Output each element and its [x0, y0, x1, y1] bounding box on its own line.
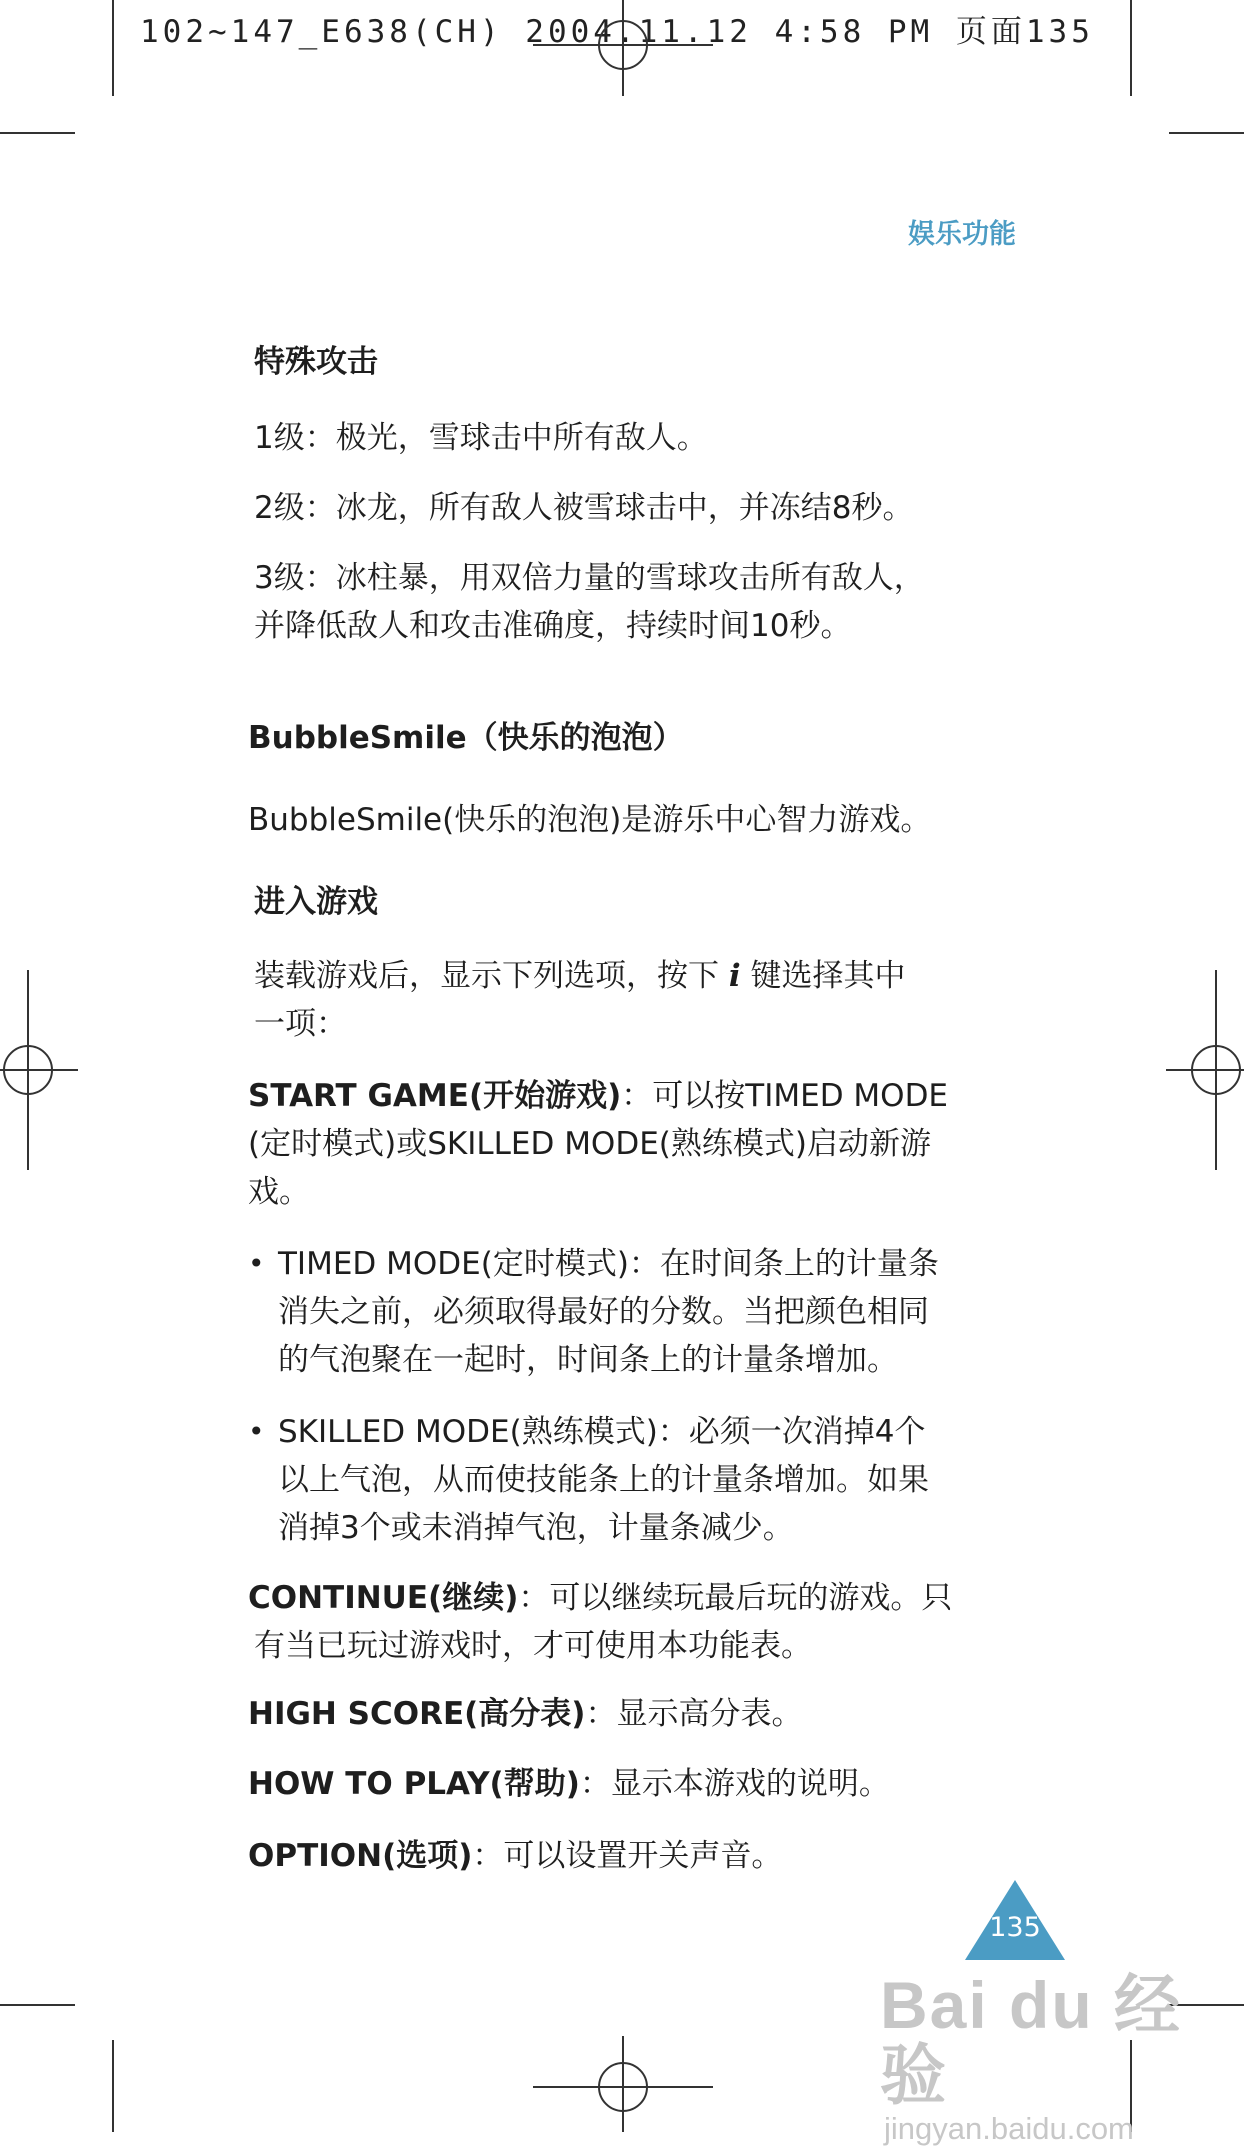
skilled-mode-line: 以上气泡，从而使技能条上的计量条增加。如果: [278, 1462, 929, 1498]
timed-mode-line: 的气泡聚在一起时，时间条上的计量条增加。: [278, 1342, 898, 1378]
option-line: [248, 1832, 1018, 1880]
info-key-icon: i: [728, 958, 741, 994]
crop-mark: [1130, 0, 1132, 96]
special-attack-heading: 特殊攻击: [254, 344, 378, 380]
bullet-icon: •: [248, 1247, 265, 1280]
crop-mark: [112, 2040, 114, 2132]
skilled-mode-line: SKILLED MODE(熟练模式)：必须一次消掉4个: [278, 1414, 926, 1450]
registration-mark-bottom: [523, 2036, 723, 2132]
level-1-text: 1级：极光，雪球击中所有敌人。: [254, 420, 708, 456]
page-number: 135: [989, 1912, 1041, 1943]
enter-game-text-b: 键选择其中: [750, 958, 906, 994]
level-2-text: 2级：冰龙，所有敌人被雪球击中，并冻结8秒。: [254, 490, 914, 526]
how-to-play-label-cn: (帮助): [489, 1766, 580, 1802]
bubblesmile-heading: [248, 714, 1018, 762]
registration-mark-left: [0, 970, 80, 1170]
high-score-label-cn: (高分表): [464, 1696, 586, 1732]
bubblesmile-intro: BubbleSmile(快乐的泡泡)是游乐中心智力游戏。: [248, 802, 932, 838]
level-3-text-cont: 并降低敌人和攻击准确度，持续时间10秒。: [254, 608, 852, 644]
list-item-timed-mode: [248, 1240, 1018, 1384]
continue-label: CONTINUE: [248, 1580, 429, 1616]
bubblesmile-title-cn: （快乐的泡泡）: [466, 720, 684, 756]
continue-line-1: [248, 1574, 1018, 1622]
watermark: [880, 1970, 1244, 2148]
how-to-play-line: [248, 1760, 1018, 1808]
registration-mark-right: [1164, 970, 1244, 1170]
bullet-icon: •: [248, 1415, 265, 1448]
continue-line-2: 有当已玩过游戏时，才可使用本功能表。: [254, 1628, 812, 1664]
crop-mark: [0, 2004, 75, 2006]
timed-mode-line: 消失之前，必须取得最好的分数。当把颜色相同: [278, 1294, 929, 1330]
start-game-label: START GAME: [248, 1078, 469, 1114]
enter-game-line-2: 一项：: [254, 1006, 347, 1042]
start-game-label-cn: (开始游戏): [468, 1078, 622, 1114]
timed-mode-line: TIMED MODE(定时模式)：在时间条上的计量条: [278, 1246, 939, 1282]
page-number-badge: [965, 1880, 1065, 1960]
how-to-play-label: HOW TO PLAY: [248, 1766, 490, 1802]
start-game-desc-1: ：可以按TIMED MODE: [621, 1078, 949, 1114]
high-score-line: [248, 1690, 1018, 1738]
option-label: OPTION: [248, 1838, 383, 1874]
enter-game-line-1: [248, 952, 1024, 1000]
list-item-skilled-mode: [248, 1408, 1018, 1552]
enter-game-heading: 进入游戏: [254, 884, 378, 920]
continue-desc-1: ：可以继续玩最后玩的游戏。只: [518, 1580, 953, 1616]
watermark-brand: Bai du 经验: [880, 1968, 1183, 2112]
registration-mark-top: [523, 0, 723, 100]
start-game-line-2: (定时模式)或SKILLED MODE(熟练模式)启动新游: [248, 1126, 931, 1162]
crop-mark: [0, 132, 75, 134]
skilled-mode-line: 消掉3个或未消掉气泡，计量条减少。: [278, 1510, 794, 1546]
crop-mark: [112, 0, 114, 96]
level-3-text: 3级：冰柱暴，用双倍力量的雪球攻击所有敌人，: [254, 560, 925, 596]
option-label-cn: (选项): [382, 1838, 473, 1874]
bubblesmile-title-en: BubbleSmile: [248, 720, 467, 756]
start-game-line-3: 戏。: [248, 1174, 310, 1210]
high-score-label: HIGH SCORE: [248, 1696, 465, 1732]
continue-label-cn: (继续): [428, 1580, 519, 1616]
crop-mark: [1169, 132, 1244, 134]
high-score-desc: ：显示高分表。: [585, 1696, 803, 1732]
watermark-url: jingyan.baidu.com: [884, 2111, 1134, 2146]
print-header: 102~147_E638(CH) 2004.11.12 4:58 PM 页面135: [140, 14, 1094, 50]
how-to-play-desc: ：显示本游戏的说明。: [579, 1766, 890, 1802]
enter-game-text-a: 装载游戏后，显示下列选项，按下: [254, 958, 719, 994]
option-desc: ：可以设置开关声音。: [472, 1838, 783, 1874]
start-game-line-1: [248, 1072, 1018, 1120]
section-label: 娱乐功能: [908, 219, 1016, 250]
